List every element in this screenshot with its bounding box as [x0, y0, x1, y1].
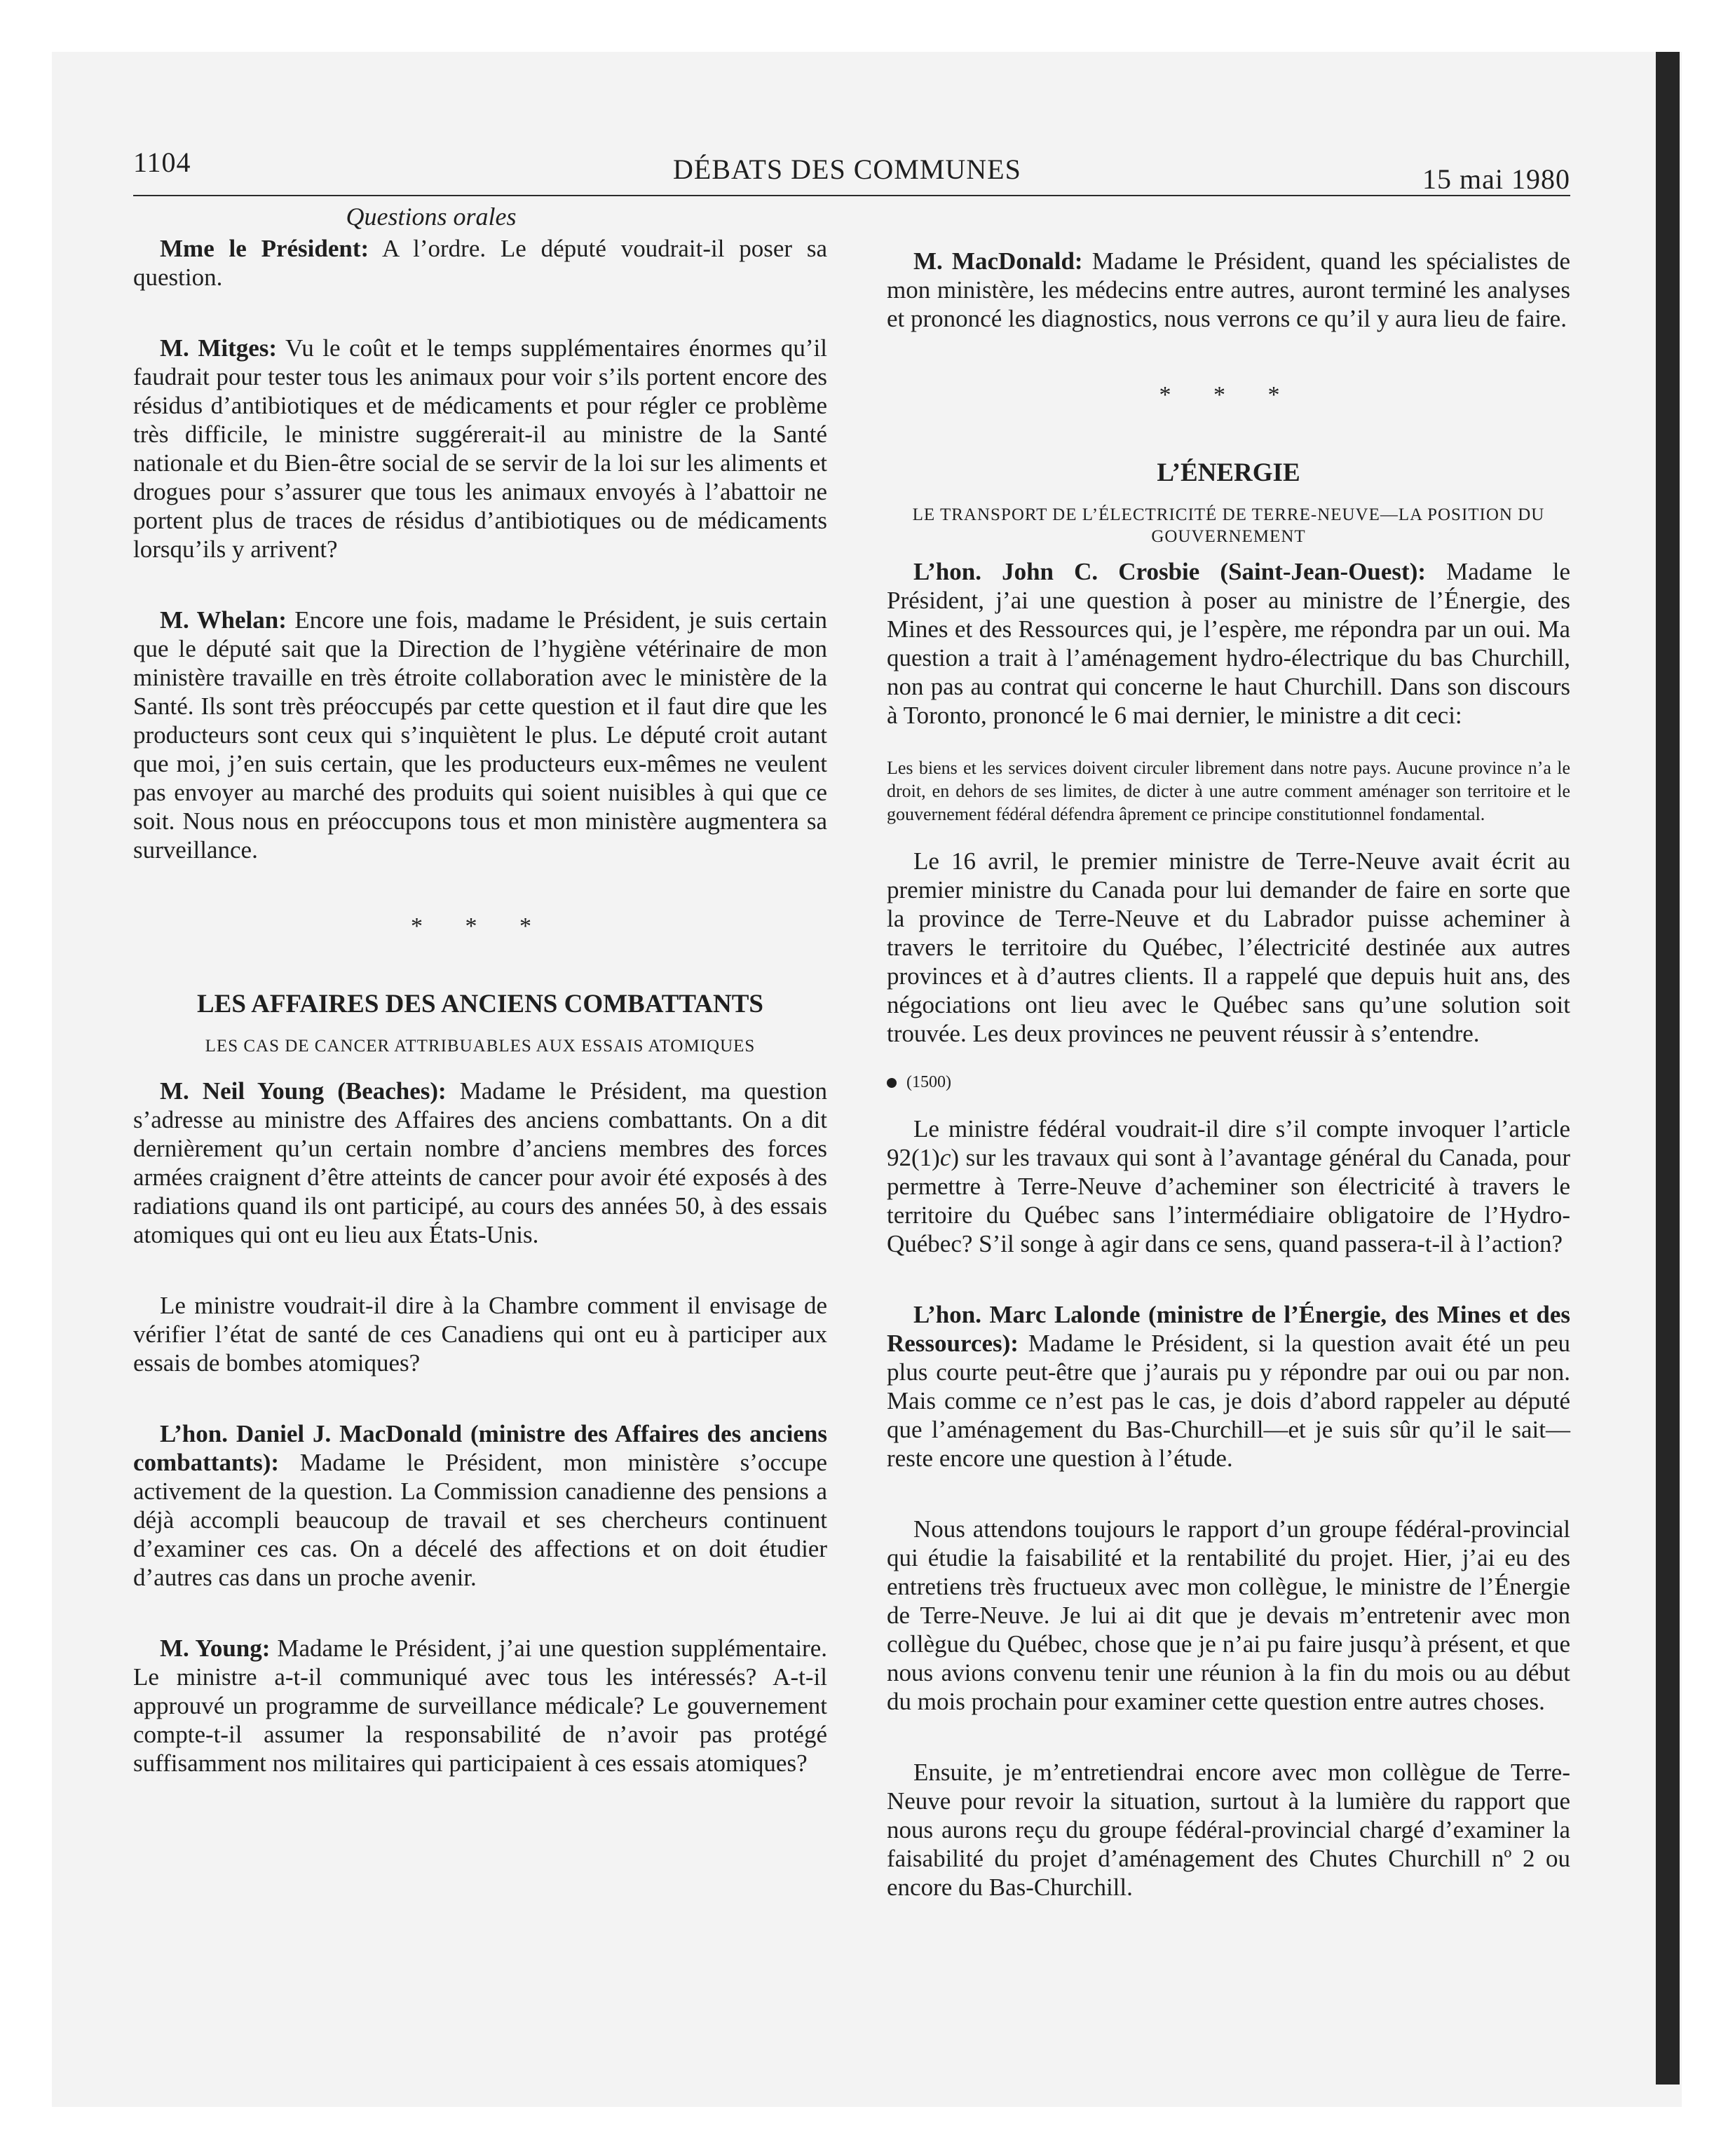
publication-date: 15 mai 1980	[1422, 163, 1570, 195]
paragraph	[887, 1300, 1570, 1473]
paragraph: Le ministre voudrait-il dire à la Chambre comment il envisage de vérifier l’état de santé de ces Canadiens qui ont eu à participer aux essais de bombes atomiques?	[133, 1292, 827, 1377]
paragraph	[887, 557, 1570, 730]
section-separator: * * *	[1159, 382, 1298, 408]
paragraph-text: Le ministre fédéral voudrait-il dire s’il compte invoquer l’article 92(1)	[887, 1115, 1570, 1171]
speaker-name: M. MacDonald:	[913, 247, 1083, 275]
paragraph	[133, 334, 827, 564]
paragraph-text: Madame le Président, ma question s’adresse au ministre des Affaires des anciens combattants. On a dit dernièrement qu’un certain nombre d’anciens membres des forces armées craignent d’être atteints de cancer pour avoir été exposés à des radiations quand ils ont participé, au cours des années 50, à des essais atomiques qui ont eu lieu aux États-Unis.	[133, 1077, 827, 1248]
speaker-name: L’hon. Daniel J. MacDonald (ministre des Affaires des anciens combattants):	[133, 1420, 827, 1476]
paragraph-text: Madame le Président, si la question avait été un peu plus courte peut-être que j’aurais pu y répondre par oui ou par non. Mais comme ce n’est pas le cas, je dois d’abord rappeler au député que l’aménagement du Bas-Churchill—et je suis sûr qu’il le sait—reste encore une question à l’étude.	[887, 1330, 1570, 1472]
section-subheading: LES CAS DE CANCER ATTRIBUABLES AUX ESSAIS ATOMIQUES	[205, 1037, 756, 1056]
speaker-name: M. Whelan:	[160, 606, 287, 634]
paragraph-text: Encore une fois, madame le Président, je suis certain que le député sait que la Direction de l’hygiène vétérinaire de mon ministère travaille en très étroite collaboration avec le ministère de la Santé. Ils sont très préoccupés par cette question et il faut dire que les producteurs sont ceux qui s’inquiètent le plus. Le député croit autant que moi, j’en suis certain, que les producteurs eux-mêmes ne veulent pas envoyer au marché des produits qui soient nuisibles à qui que ce soit. Nous nous en préoccupons tous et mon ministère augmentera sa surveillance.	[133, 606, 828, 864]
paragraph-text: Madame le Président, quand les spécialistes de mon ministère, les médecins entre autres, auront terminé les analyses et prononcé les diagnostics, nous verrons ce qu’il y aura lieu de faire.	[887, 247, 1571, 332]
left-column	[133, 200, 827, 1778]
section-title: Questions orales	[346, 203, 517, 231]
page-number: 1104	[133, 146, 191, 178]
paragraph-text: A l’ordre. Le député voudrait-il poser sa question.	[133, 235, 827, 291]
paragraph	[887, 247, 1570, 333]
paragraph: Le 16 avril, le premier ministre de Terre-Neuve avait écrit au premier ministre du Canada pour lui demander de faire en sorte que la province de Terre-Neuve et du Labrador puisse acheminer à travers le territoire du Québec, l’électricité destinée aux autres provinces et à d’autres clients. Il a rappelé que depuis huit ans, des négociations ont lieu avec le Québec sans qu’une solution soit trouvée. Les deux provinces ne peuvent réussir à s’entendre.	[887, 847, 1570, 1047]
paragraph-text: Vu le coût et le temps supplémentaires énormes qu’il faudrait pour tester tous les animaux pour voir s’ils portent encore des résidus d’antibiotiques et de médicaments et pour régler ce problème très difficile, le ministre suggérerait-il au ministre de la Santé nationale et du Bien-être social de se servir de la loi sur les aliments et drogues pour s’assurer que tous les animaux envoyés à l’abattoir ne portent plus de traces de résidus d’antibiotiques ou de médicaments lorsqu’ils y arrivent?	[133, 334, 827, 563]
quotation: Les biens et les services doivent circuler librement dans notre pays. Aucune province n’a le droit, en dehors de ses limites, de dicter à une autre comment aménager son territoire et le gouvernement fédéral défendra âprement ce principe constitutionnel fondamental.	[887, 758, 1570, 824]
paragraph-text: Madame le Président, j’ai une question à poser au ministre de l’Énergie, des Mines et des Ressources qui, je l’espère, me répondra par un oui. Ma question a trait à l’aménagement hydro-électrique du bas Churchill, non pas au contrat qui concerne le haut Churchill. Dans son discours à Toronto, prononcé le 6 mai dernier, le ministre a dit ceci:	[887, 558, 1570, 729]
paragraph	[133, 234, 827, 292]
section-heading: L’ÉNERGIE	[1157, 458, 1300, 487]
page-header	[133, 146, 1570, 196]
section-heading: LES AFFAIRES DES ANCIENS COMBATTANTS	[196, 990, 764, 1018]
paragraph-text: ) sur les travaux qui sont à l’avantage général du Canada, pour permettre à Terre-Neuve d’acheminer son électricité à travers le territoire du Québec sans l’intermédiaire obligatoire de l’Hydro-Québec? S’il songe à agir dans ce sens, quand passera-t-il à l’action?	[887, 1144, 1570, 1257]
bullet-icon	[887, 1078, 897, 1088]
speaker-name: L’hon. Marc Lalonde (ministre de l’Énergie, des Mines et des Ressources):	[887, 1301, 1570, 1357]
time-marker	[887, 1073, 1570, 1092]
speaker-name: M. Neil Young (Beaches):	[160, 1077, 447, 1105]
paragraph	[133, 1634, 827, 1778]
speaker-name: M. Mitges:	[160, 334, 278, 362]
paragraph-italic: c	[939, 1144, 951, 1171]
paragraph-text: Madame le Président, mon ministère s’occupe activement de la question. La Commission canadienne des pensions a déjà accompli beaucoup de travail et ses chercheurs continuent d’examiner ces cas. On a décelé des affections et on doit étudier d’autres cas dans un proche avenir.	[133, 1449, 827, 1591]
paragraph: Nous attendons toujours le rapport d’un groupe fédéral-provincial qui étudie la faisabilité et la rentabilité du projet. Hier, j’ai eu des entretiens très fructueux avec mon collègue, le ministre de l’Énergie de Terre-Neuve. Je lui ai dit que je devais m’entretenir avec mon collègue du Québec, chose que je n’ai pu faire jusqu’à présent, et que nous avions convenu tenir une réunion à la fin du mois ou au début du mois prochain pour examiner cette question entre autres choses.	[887, 1515, 1570, 1715]
paragraph	[133, 1419, 827, 1592]
paragraph-text: Madame le Président, j’ai une question supplémentaire. Le ministre a-t-il communiqué avec tous les intéressés? A-t-il approuvé un programme de surveillance médicale? Le gouvernement compte-t-il assumer la responsabilité de n’avoir pas protégé suffisamment nos militaires qui participaient à ces essais atomiques?	[133, 1635, 827, 1777]
scan-edge-bar	[1656, 52, 1680, 2085]
section-separator: * * *	[411, 913, 550, 939]
section-subheading: LE TRANSPORT DE L’ÉLECTRICITÉ DE TERRE-NEUVE—LA POSITION DU GOUVERNEMENT	[912, 505, 1545, 546]
speaker-name: L’hon. John C. Crosbie (Saint-Jean-Ouest):	[913, 558, 1427, 585]
time-marker-text: (1500)	[906, 1073, 951, 1091]
paragraph	[887, 1114, 1570, 1258]
right-column	[887, 200, 1570, 1902]
publication-title: DÉBATS DES COMMUNES	[673, 153, 1021, 185]
speaker-name: Mme le Président:	[160, 235, 369, 262]
paragraph: Ensuite, je m’entretiendrai encore avec mon collègue de Terre-Neuve pour revoir la situation, surtout à la lumière du rapport que nous aurons reçu du groupe fédéral-provincial chargé d’examiner la faisabilité du projet d’aménagement des Chutes Churchill nº 2 ou encore du Bas-Churchill.	[887, 1759, 1570, 1901]
paragraph	[133, 1077, 827, 1249]
speaker-name: M. Young:	[160, 1635, 271, 1662]
paragraph	[133, 606, 827, 864]
